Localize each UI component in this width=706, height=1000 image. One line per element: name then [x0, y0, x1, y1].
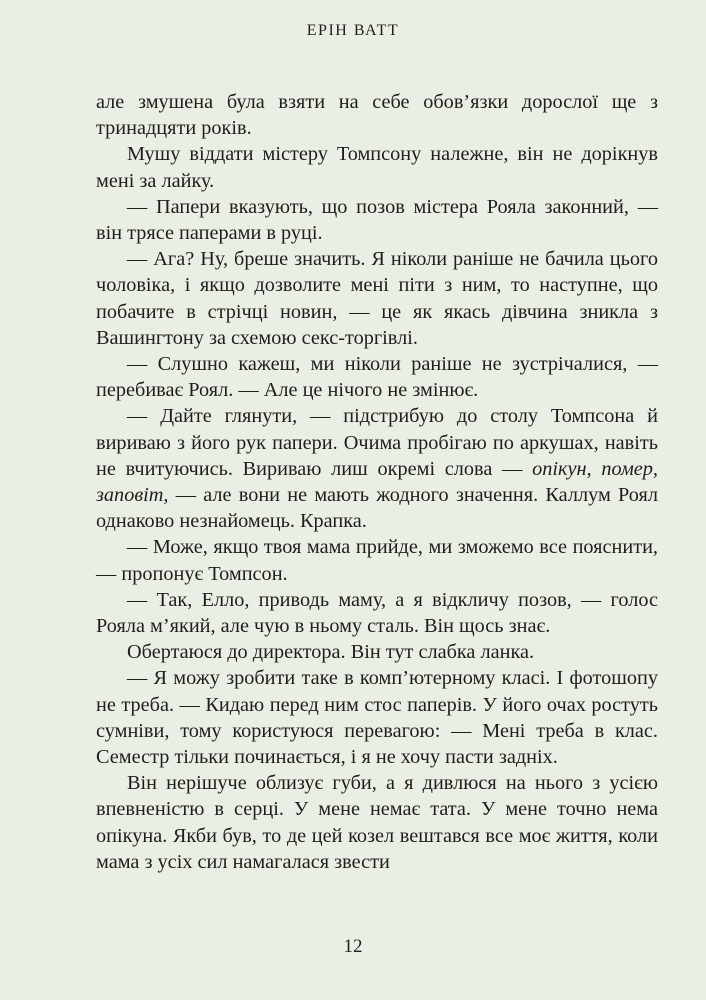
paragraph: [96, 534, 658, 586]
text-segment: — Так, Елло, приводь маму, а я відкличу позов, — голос Рояла м’який, але чую в ньому сталь. Він щось знає.: [96, 588, 658, 638]
text-segment: — Слушно кажеш, ми ніколи раніше не зустрічалися, — перебиває Роял. — Але це нічого не змінює.: [96, 353, 658, 402]
text-segment: — Папери вказують, що позов містера Рояла законний, — він трясе паперами в руці.: [96, 195, 658, 245]
text-segment: — Ага? Ну, бреше значить. Я ніколи раніше не бачила цього чоловіка, і якщо дозволите мені піти з ним, то наступне, що побачите в стрічці новин, — це як якась дівчина зникла з Вашингтону за схемою секс-торгівлі.: [96, 248, 658, 349]
paragraph: [96, 194, 658, 246]
paragraph: [96, 665, 658, 770]
paragraph: [96, 639, 658, 665]
text-segment: Він нерішуче облизує губи, а я дивлюся на нього з усією впевненістю в серці. У мене немає тата. У мене точно нема опікуна. Якби був, то де цей козел вештався все моє життя, коли мама з усіх сил намагалася звести: [96, 772, 658, 873]
paragraph: [96, 351, 658, 403]
text-segment: — Дайте глянути, — підстрибую до столу Томпсона й вириваю з його рук папери. Очима пробігаю по аркушах, навіть не вчитуючись. Вириваю лиш окремі слова —: [96, 405, 658, 480]
text-segment: Обертаюся до директора. Він тут слабка ланка.: [127, 641, 535, 664]
text-segment: — Я можу зробити таке в комп’ютерному класі. І фотошопу не треба. — Кидаю перед ним стос паперів. У його очах ростуть сумніви, тому користуюся перевагою: — Мені треба в клас. Семестр тільки починається, і я не хочу пасти задніх.: [96, 667, 658, 769]
text-segment: , — але вони не мають жодного значення. Каллум Роял однаково незнайомець. Крапка.: [96, 484, 658, 533]
paragraph: [96, 770, 658, 875]
page-number: 12: [343, 936, 363, 957]
paragraph: [96, 403, 658, 534]
running-header: ЕРІН ВАТТ: [306, 22, 400, 39]
text-segment: — Може, якщо твоя мама прийде, ми зможемо все пояснити, — пропонує Томпсон.: [96, 536, 658, 585]
text-segment: але змушена була взяти на себе обов’язки дорослої ще з тринадцяти років.: [96, 91, 658, 140]
paragraph: [96, 141, 658, 193]
paragraph: [96, 246, 658, 351]
text-segment: Мушу віддати містеру Томпсону належне, він не дорікнув мені за лайку.: [96, 143, 658, 192]
body-text: [96, 89, 658, 875]
paragraph: [96, 587, 658, 639]
italic-text: опікун, помер, заповіт: [96, 457, 658, 507]
paragraph: [96, 89, 658, 141]
